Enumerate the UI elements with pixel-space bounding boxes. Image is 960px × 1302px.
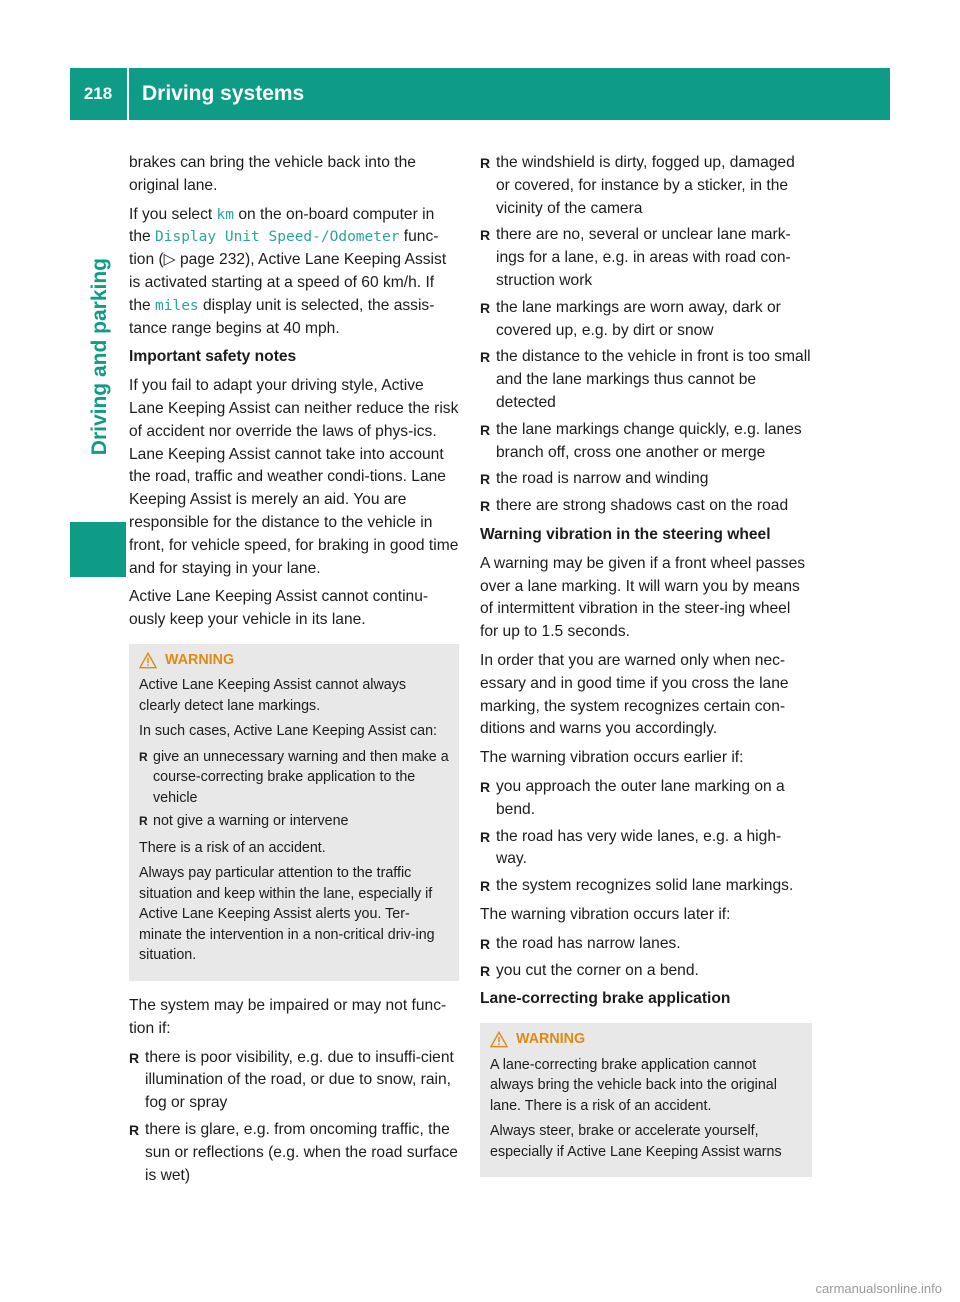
list-item — [139, 811, 449, 832]
page-ref-icon: ▷ — [163, 251, 176, 269]
warning-triangle-icon — [139, 652, 157, 669]
list-item-text: you cut the corner on a bend. — [496, 961, 699, 979]
warning-text: In such cases, Active Lane Keeping Assist can: — [139, 723, 438, 740]
heading-lane-correcting-brake: Lane-correcting brake application — [480, 990, 731, 1008]
side-tab-marker — [70, 522, 126, 577]
page-number: 218 — [83, 84, 113, 103]
side-tab-label: Driving and parking — [88, 258, 111, 456]
list-item — [480, 468, 812, 491]
list-item-text: give an unnecessary warning and then make a course-correcting brake application to the vehicle — [153, 748, 449, 806]
paragraph: The warning vibration occurs earlier if: — [480, 749, 744, 767]
warning-header — [139, 650, 449, 671]
list-item-text: there is poor visibility, e.g. due to insuffi-cient illumination of the road, or due to snow, rain, fog or spray — [145, 1048, 454, 1112]
list-item — [480, 495, 812, 518]
paragraph: Active Lane Keeping Assist cannot continu-ously keep your vehicle in its lane. — [129, 588, 429, 629]
footer-watermark: carmanualsonline.info — [815, 1281, 942, 1296]
bullet-icon: R — [139, 749, 148, 764]
list-item-text: the system recognizes solid lane markings. — [496, 877, 794, 895]
bullet-icon: R — [480, 349, 491, 366]
section-title: Driving systems — [142, 82, 305, 105]
paragraph: The warning vibration occurs later if: — [480, 905, 731, 923]
list-item — [480, 776, 812, 822]
left-column — [129, 152, 459, 1193]
list-item-text: the lane markings change quickly, e.g. lanes branch off, cross one another or merge — [496, 420, 802, 461]
bullet-icon: R — [129, 1049, 140, 1066]
list-item-text: the lane markings are worn away, dark or covered up, e.g. by dirt or snow — [496, 298, 781, 339]
bullet-icon: R — [480, 778, 491, 795]
code-display-unit: Display Unit Speed-/Odometer — [155, 229, 400, 246]
paragraph: If you fail to adapt your driving style, Active Lane Keeping Assist can neither reduce the risk of accident nor override the laws of phys-ics. Lane Keeping Assist cannot take into account the road, traffic and weather condi-tions. Lane Keeping Assist is merely an aid. You are responsible for the distance to the vehicle in front, for vehicle speed, for braking in good time and for staying in your lane. — [129, 377, 459, 577]
code-km: km — [216, 206, 235, 223]
warning-text: Active Lane Keeping Assist cannot always clearly detect lane markings. — [139, 677, 407, 714]
list-item-text: the distance to the vehicle in front is too small and the lane markings thus cannot be detected — [496, 348, 811, 411]
heading-safety-notes: Important safety notes — [129, 348, 297, 366]
paragraph: In order that you are warned only when nec-essary and in good time if you cross the lane marking, the system recognizes certain con-ditions and warns you accordingly. — [480, 651, 789, 738]
list-item — [480, 419, 812, 465]
list-item — [480, 297, 812, 343]
bullet-icon: R — [480, 421, 491, 438]
list-item-text: not give a warning or intervene — [153, 813, 349, 830]
bullet-icon: R — [480, 828, 491, 845]
bullet-icon: R — [480, 962, 491, 979]
bullet-icon: R — [480, 878, 491, 895]
list-item-text: the windshield is dirty, fogged up, damaged or covered, for instance by a sticker, in the vicinity of the camera — [496, 154, 795, 217]
bullet-icon: R — [480, 299, 491, 316]
warning-header — [490, 1029, 802, 1050]
list-item-text: there are no, several or unclear lane mark-ings for a lane, e.g. in areas with road con-struction work — [496, 226, 791, 289]
warning-text: Always steer, brake or accelerate yourself, especially if Active Lane Keeping Assist warns — [490, 1123, 782, 1160]
paragraph-display-units — [129, 204, 459, 341]
list-item — [480, 960, 812, 983]
list-item-text: you approach the outer lane marking on a bend. — [496, 777, 785, 818]
warning-text: There is a risk of an accident. — [139, 839, 326, 856]
right-column — [480, 152, 812, 1191]
bullet-icon: R — [480, 227, 491, 244]
list-item-text: there are strong shadows cast on the road — [496, 497, 789, 515]
list-item — [139, 747, 449, 809]
paragraph: A warning may be given if a front wheel passes over a lane marking. It will warn you by means of intermittent vibration in the steer-ing wheel for up to 1.5 seconds. — [480, 554, 806, 641]
bullet-icon: R — [480, 935, 491, 952]
list-item — [480, 933, 812, 956]
list-item — [480, 875, 812, 898]
header-divider — [127, 68, 129, 120]
warning-text: A lane-correcting brake application cannot always bring the vehicle back into the original lane. There is a risk of an accident. — [490, 1056, 777, 1114]
list-item — [129, 1047, 459, 1115]
bullet-icon: R — [139, 814, 148, 829]
warning-list — [139, 747, 449, 832]
text: display unit is selected, the assis-tance range begins at 40 mph. — [129, 296, 435, 337]
later-list — [480, 933, 812, 983]
heading-warning-vibration: Warning vibration in the steering wheel — [480, 525, 771, 543]
bullet-icon: R — [480, 498, 491, 515]
text: func-tion ( — [129, 228, 439, 269]
list-item — [480, 346, 812, 414]
warning-title: WARNING — [165, 651, 235, 668]
earlier-list — [480, 776, 812, 898]
impairment-list-continued — [480, 152, 812, 518]
warning-box — [129, 644, 459, 981]
list-item-text: the road has very wide lanes, e.g. a high-way. — [496, 827, 782, 868]
list-item-text: the road has narrow lanes. — [496, 934, 681, 952]
impairment-list — [129, 1047, 459, 1188]
text: on the on-board computer in the — [129, 205, 435, 246]
list-item-text: there is glare, e.g. from oncoming traffic, the sun or reflections (e.g. when the road surface is wet) — [145, 1120, 458, 1184]
list-item — [480, 224, 812, 292]
warning-box — [480, 1023, 812, 1177]
text: If you select — [129, 205, 217, 223]
list-item — [480, 826, 812, 872]
bullet-icon: R — [480, 471, 491, 488]
warning-triangle-icon — [490, 1031, 508, 1048]
bullet-icon: R — [129, 1121, 140, 1138]
paragraph: brakes can bring the vehicle back into the original lane. — [129, 154, 416, 194]
warning-text: Always pay particular attention to the traffic situation and keep within the lane, especially if Active Lane Keeping Assist alerts you. Ter-minate the intervention in a non-critical driv-ing situation. — [139, 865, 435, 964]
list-item-text: the road is narrow and winding — [496, 470, 709, 488]
warning-title: WARNING — [516, 1031, 586, 1048]
paragraph: The system may be impaired or may not func-tion if: — [129, 996, 447, 1037]
text: page 232), Active Lane Keeping Assist is activated starting at a speed of 60 km/h. If the — [129, 251, 447, 314]
list-item — [480, 152, 812, 220]
bullet-icon: R — [480, 155, 491, 171]
list-item — [129, 1119, 459, 1187]
code-miles: miles — [155, 297, 199, 314]
